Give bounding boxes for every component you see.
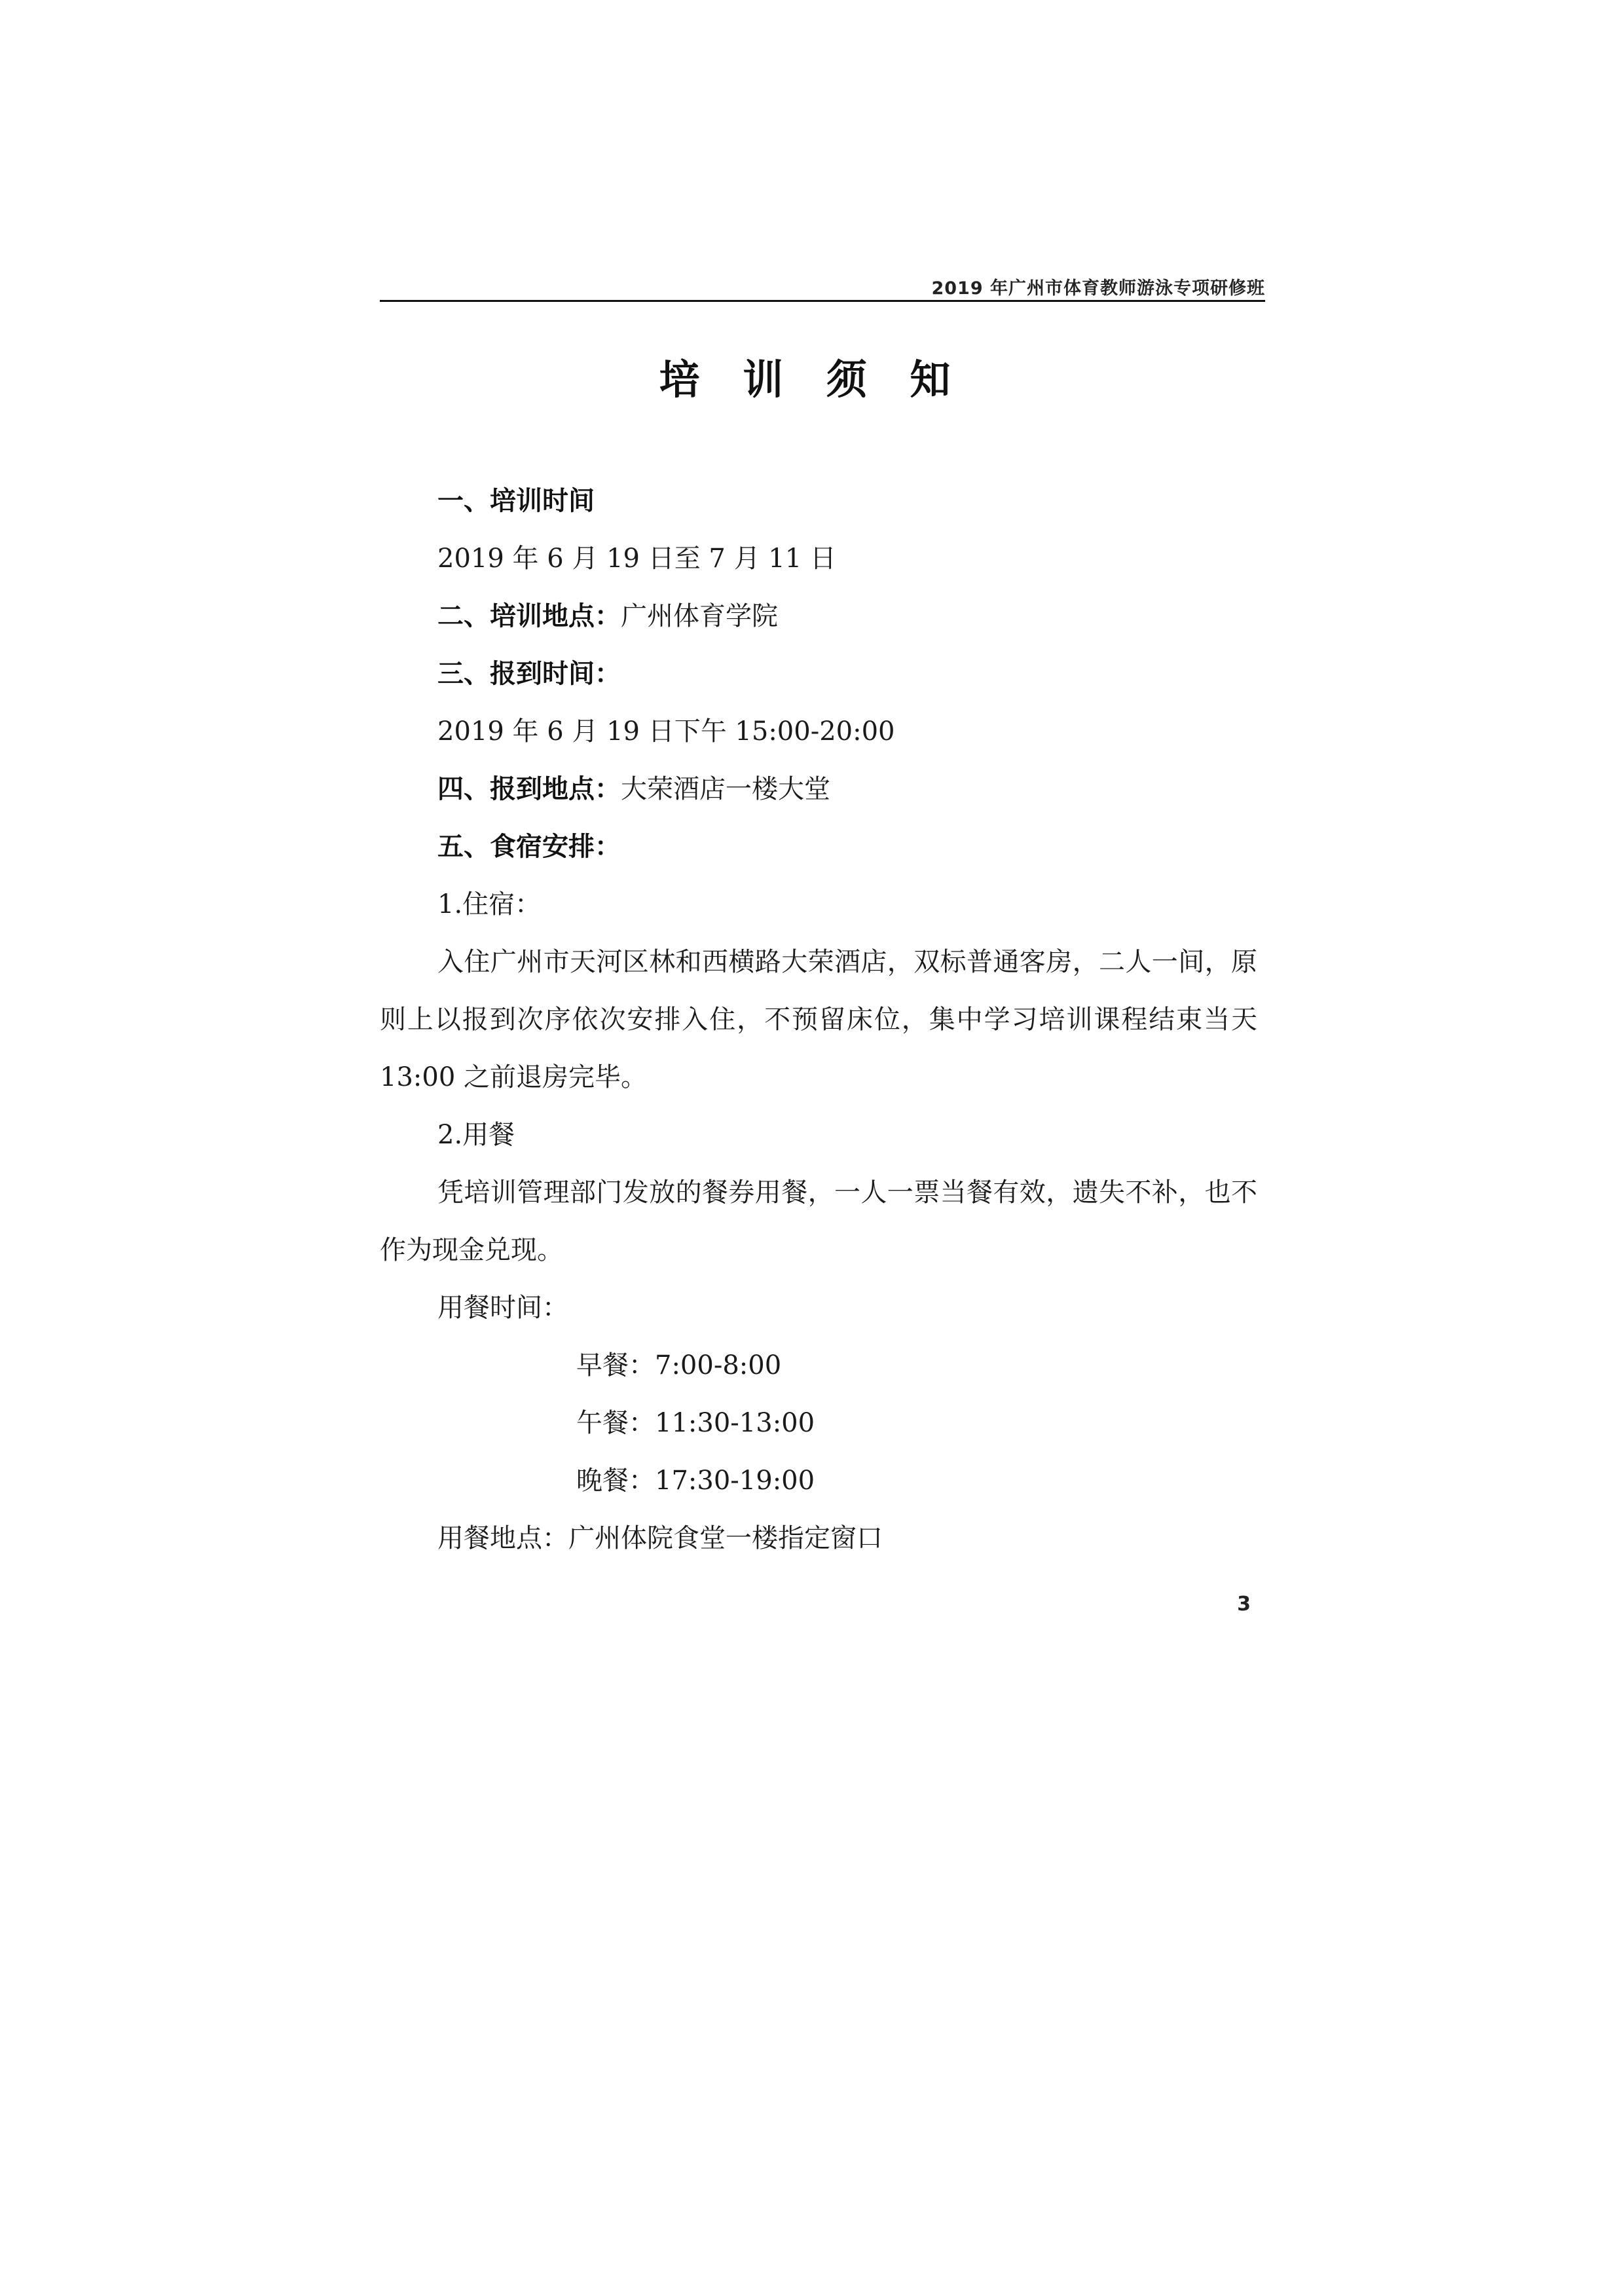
breakfast-time: 7:00-8:00	[655, 1350, 782, 1380]
meals-text: 凭培训管理部门发放的餐券用餐，一人一票当餐有效，遗失不补，也不作为现金兑现。	[380, 1177, 1257, 1265]
section5-heading: 五、食宿安排：	[437, 832, 621, 862]
meal-location: 广州体院食堂一楼指定窗口	[568, 1523, 883, 1553]
lunch-label: 午餐：	[576, 1408, 655, 1438]
section2-heading: 二、培训地点：	[437, 601, 621, 631]
page-number: 3	[1237, 1593, 1251, 1616]
section4-line	[437, 776, 830, 802]
meal-time-label: 用餐时间：	[437, 1293, 568, 1323]
page-title: 培 训 须 知	[659, 356, 965, 403]
section2-line	[437, 603, 778, 629]
dinner-label: 晚餐：	[576, 1466, 655, 1496]
section3-heading: 三、报到时间：	[437, 659, 621, 689]
breakfast-label: 早餐：	[576, 1350, 655, 1380]
dinner-time: 17:30-19:00	[655, 1466, 815, 1496]
lunch-time: 11:30-13:00	[655, 1408, 815, 1438]
lodging-text: 入住广州市天河区林和西横路大荣酒店，双标普通客房，二人一间，原则上以报到次序依次安排入住，不预留床位，集中学习培训课程结束当天 13:00 之前退房完毕。	[380, 947, 1257, 1092]
header-divider	[380, 300, 1265, 302]
meals-heading: 2.用餐	[437, 1120, 515, 1150]
section4-value: 大荣酒店一楼大堂	[621, 774, 830, 804]
lodging-heading: 1.住宿：	[437, 889, 542, 919]
section2-value: 广州体育学院	[621, 601, 778, 631]
meal-location-line	[437, 1525, 883, 1551]
section4-heading: 四、报到地点：	[437, 774, 621, 804]
meal-schedule-lunch	[576, 1410, 815, 1436]
meal-location-label: 用餐地点：	[437, 1523, 568, 1553]
meal-schedule-breakfast	[576, 1352, 781, 1379]
meal-schedule-dinner	[576, 1468, 815, 1494]
section1-value: 2019 年 6 月 19 日至 7 月 11 日	[437, 544, 836, 574]
running-header: 2019 年广州市体育教师游泳专项研修班	[931, 278, 1265, 299]
section3-value: 2019 年 6 月 19 日下午 15:00-20:00	[437, 716, 895, 747]
section1-heading: 一、培训时间	[437, 486, 595, 516]
